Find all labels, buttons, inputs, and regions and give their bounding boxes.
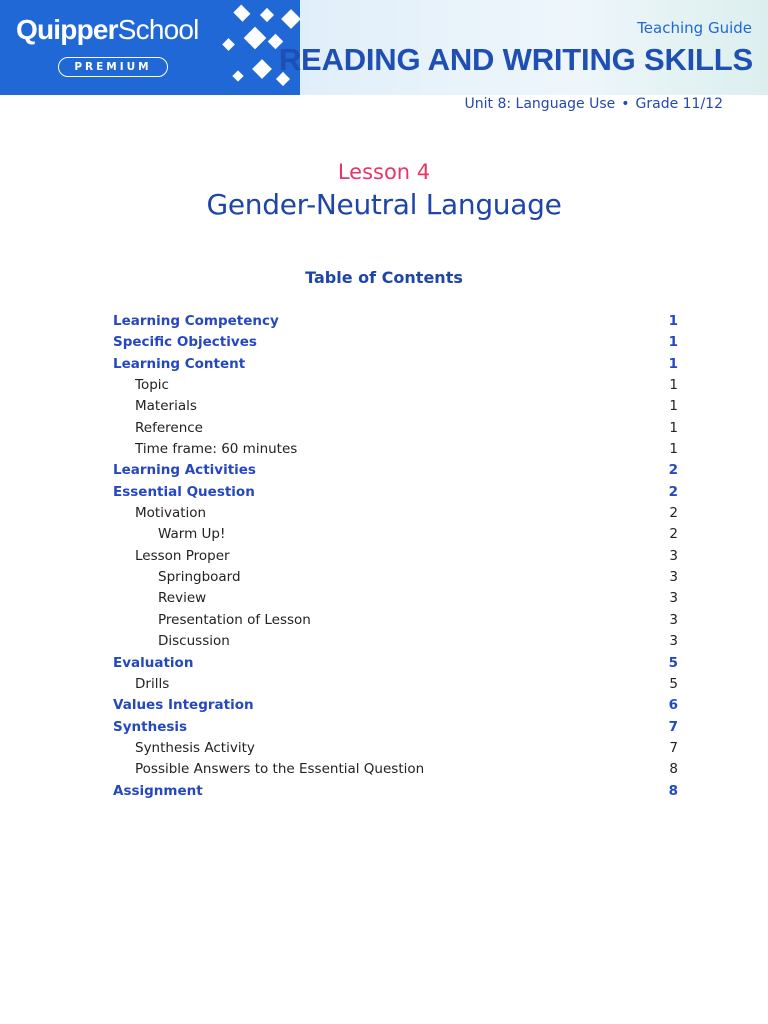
toc-entry-label[interactable]: Essential Question xyxy=(113,483,255,500)
logo-light-text: School xyxy=(117,14,199,45)
toc-entry-page-number[interactable]: 1 xyxy=(669,398,678,415)
toc-entry[interactable] xyxy=(113,759,678,780)
header-banner xyxy=(0,0,768,95)
toc-entry-page-number[interactable]: 2 xyxy=(669,505,678,522)
toc-entry-page-number[interactable]: 8 xyxy=(668,782,678,799)
toc-entry-page-number[interactable]: 3 xyxy=(669,590,678,607)
toc-entry-label[interactable]: Assignment xyxy=(113,782,203,799)
toc-entry-page-number[interactable]: 2 xyxy=(668,483,678,500)
toc-entry-label[interactable]: Drills xyxy=(135,675,170,692)
toc-entry[interactable] xyxy=(113,738,678,759)
toc-entry-label[interactable]: Materials xyxy=(135,398,197,415)
toc-entry[interactable] xyxy=(113,717,678,738)
toc-entry[interactable] xyxy=(113,695,678,716)
toc-entry-page-number[interactable]: 1 xyxy=(669,419,678,436)
toc-entry[interactable] xyxy=(113,588,678,609)
toc-entry-label[interactable]: Specific Objectives xyxy=(113,334,257,351)
toc-entry[interactable] xyxy=(113,439,678,460)
toc-entry[interactable] xyxy=(113,781,678,802)
toc-entry-page-number[interactable]: 6 xyxy=(668,697,678,714)
quipperschool-logo xyxy=(16,14,199,46)
toc-entry[interactable] xyxy=(113,653,678,674)
toc-entry-label[interactable]: Warm Up! xyxy=(158,526,226,543)
teaching-guide-label: Teaching Guide xyxy=(637,19,752,37)
toc-entry-label[interactable]: Learning Content xyxy=(113,355,246,372)
toc-entry[interactable] xyxy=(113,567,678,588)
toc-entry-page-number[interactable]: 5 xyxy=(668,654,678,671)
toc-entry-page-number[interactable]: 3 xyxy=(669,633,678,650)
toc-entry-page-number[interactable]: 7 xyxy=(668,718,678,735)
toc-entry-page-number[interactable]: 1 xyxy=(669,441,678,458)
toc-entry[interactable] xyxy=(113,546,678,567)
toc-entry-page-number[interactable]: 3 xyxy=(669,547,678,564)
separator-dot: • xyxy=(621,96,630,112)
toc-entry-page-number[interactable]: 1 xyxy=(668,355,678,372)
toc-entry-page-number[interactable]: 2 xyxy=(668,462,678,479)
toc-entry[interactable] xyxy=(113,610,678,631)
toc-entry[interactable] xyxy=(113,524,678,545)
subject-title: READING AND WRITING SKILLS xyxy=(278,42,753,77)
lesson-number: Lesson 4 xyxy=(337,160,431,184)
toc-entry-label[interactable]: Presentation of Lesson xyxy=(158,611,311,628)
toc-entry[interactable] xyxy=(113,332,678,353)
toc-entry-page-number[interactable]: 1 xyxy=(669,377,678,394)
toc-entry-label[interactable]: Time frame: 60 minutes xyxy=(135,441,298,458)
unit-grade-line xyxy=(465,96,723,112)
grade-label: Grade 11/12 xyxy=(635,96,723,112)
toc-entry-label[interactable]: Discussion xyxy=(158,633,230,650)
toc-entry[interactable] xyxy=(113,631,678,652)
toc-heading: Table of Contents xyxy=(305,268,463,287)
toc-entry-page-number[interactable]: 1 xyxy=(668,313,678,329)
toc-entry[interactable] xyxy=(113,354,678,375)
table-of-contents xyxy=(113,311,678,802)
toc-entry-page-number[interactable]: 3 xyxy=(669,611,678,628)
lesson-title: Gender-Neutral Language xyxy=(206,188,562,221)
toc-entry-label[interactable]: Values Integration xyxy=(113,697,254,714)
toc-entry[interactable] xyxy=(113,674,678,695)
toc-entry-label[interactable]: Reference xyxy=(135,419,203,436)
toc-entry[interactable] xyxy=(113,503,678,524)
toc-entry-label[interactable]: Springboard xyxy=(158,569,241,586)
toc-entry-label[interactable]: Synthesis xyxy=(113,718,188,735)
toc-entry[interactable] xyxy=(113,460,678,481)
toc-entry-label[interactable]: Evaluation xyxy=(113,654,194,671)
toc-entry-label[interactable]: Possible Answers to the Essential Question xyxy=(135,761,425,778)
toc-entry-page-number[interactable]: 2 xyxy=(669,526,678,543)
toc-entry-page-number[interactable]: 5 xyxy=(669,675,678,692)
premium-badge: PREMIUM xyxy=(58,57,168,77)
toc-entry[interactable] xyxy=(113,418,678,439)
logo-bold-text: Quipper xyxy=(16,14,118,45)
toc-entry-label[interactable]: Lesson Proper xyxy=(135,547,230,564)
toc-entry-label[interactable]: Review xyxy=(158,590,207,607)
toc-entry-page-number[interactable]: 1 xyxy=(668,334,678,351)
toc-entry-label[interactable]: Learning Activities xyxy=(113,462,256,479)
toc-entry-page-number[interactable]: 3 xyxy=(669,569,678,586)
toc-entry-label[interactable]: Topic xyxy=(135,377,169,394)
toc-entry-label[interactable]: Motivation xyxy=(135,505,207,522)
toc-entry[interactable] xyxy=(113,482,678,503)
toc-entry-label[interactable]: Learning Competency xyxy=(113,313,279,329)
toc-entry[interactable] xyxy=(113,396,678,417)
toc-entry-page-number[interactable]: 8 xyxy=(669,761,678,778)
toc-entry-label[interactable]: Synthesis Activity xyxy=(135,739,255,756)
toc-entry[interactable] xyxy=(113,375,678,396)
unit-label: Unit 8: Language Use xyxy=(464,96,616,112)
toc-entry-page-number[interactable]: 7 xyxy=(669,739,678,756)
toc-entry[interactable] xyxy=(113,311,678,332)
